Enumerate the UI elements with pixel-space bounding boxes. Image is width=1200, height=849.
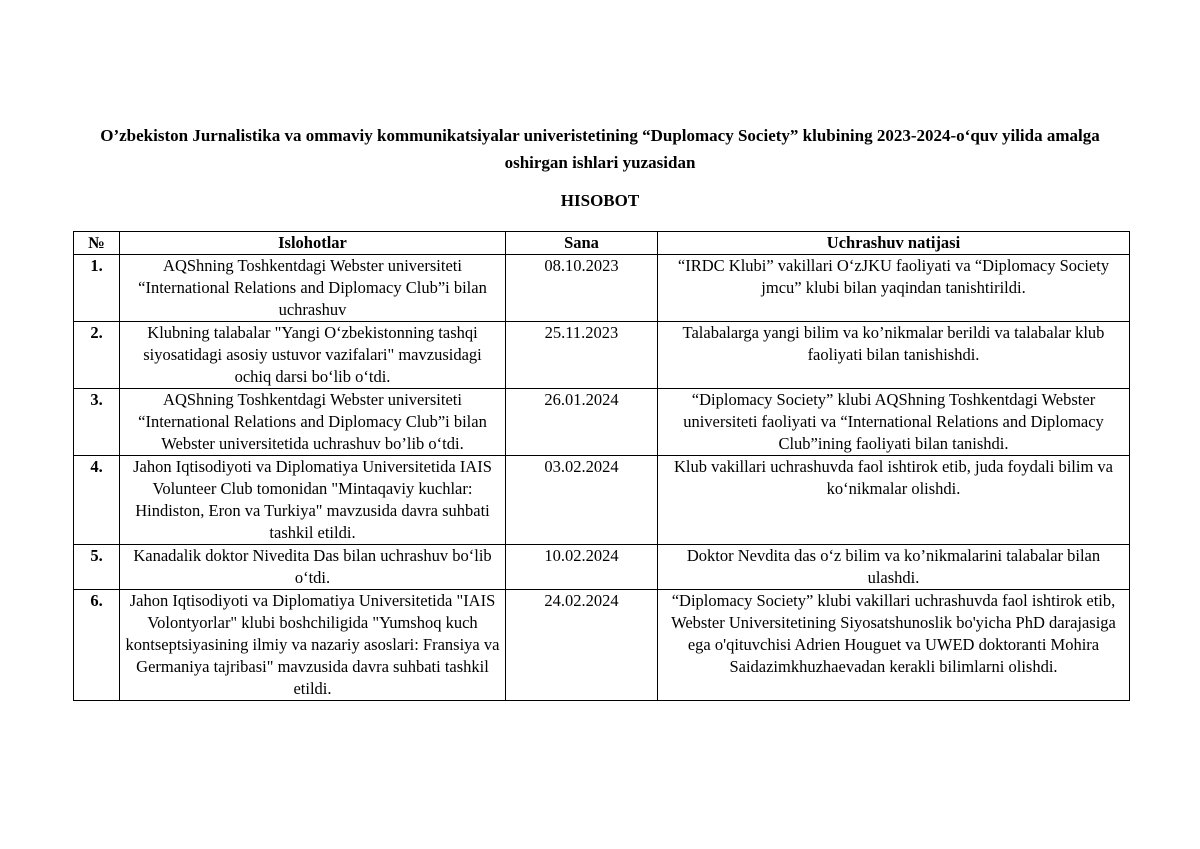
table-header-row (74, 232, 1130, 255)
row-date: 25.11.2023 (506, 322, 658, 389)
table-row (74, 590, 1130, 701)
row-date: 08.10.2023 (506, 255, 658, 322)
row-reform: Kanadalik doktor Nivedita Das bilan uchrashuv bo‘lib o‘tdi. (120, 545, 506, 590)
row-date: 26.01.2024 (506, 389, 658, 456)
row-result: Talabalarga yangi bilim va ko’nikmalar berildi va talabalar klub faoliyati bilan tanishishdi. (658, 322, 1130, 389)
row-number: 1. (74, 255, 120, 322)
row-number: 2. (74, 322, 120, 389)
report-table (73, 231, 1130, 701)
column-header-reforms: Islohotlar (120, 232, 506, 255)
row-reform: Klubning talabalar "Yangi O‘zbekistonning tashqi siyosatidagi asosiy ustuvor vazifalari" mavzusidagi ochiq darsi bo‘lib o‘tdi. (120, 322, 506, 389)
column-header-date: Sana (506, 232, 658, 255)
row-reform: AQShning Toshkentdagi Webster universiteti “International Relations and Diplomacy Club”i bilan Webster universitetida uchrashuv bo’lib o‘tdi. (120, 389, 506, 456)
column-header-result: Uchrashuv natijasi (658, 232, 1130, 255)
table-row (74, 255, 1130, 322)
row-number: 3. (74, 389, 120, 456)
table-row (74, 389, 1130, 456)
row-result: “Diplomacy Society” klubi vakillari uchrashuvda faol ishtirok etib, Webster Universitetining Siyosatshunoslik bo'yicha PhD darajasiga ega o'qituvchisi Adrien Houguet va UWED doktoranti Mohira Saidazimkhuzhaevadan kerakli bilimlarni olishdi. (658, 590, 1130, 701)
row-number: 4. (74, 456, 120, 545)
row-result: “Diplomacy Society” klubi AQShning Toshkentdagi Webster universiteti faoliyati va “International Relations and Diplomacy Club”ining faoliyati bilan tanishdi. (658, 389, 1130, 456)
row-number: 6. (74, 590, 120, 701)
table-row (74, 545, 1130, 590)
row-date: 24.02.2024 (506, 590, 658, 701)
row-number: 5. (74, 545, 120, 590)
document-subtitle: HISOBOT (560, 191, 640, 210)
row-reform: Jahon Iqtisodiyoti va Diplomatiya Universitetida "IAIS Volontyorlar" klubi boshchiligida "Yumshoq kuch kontseptsiyasining ilmiy va nazariy asoslari: Fransiya va Germaniya tajribasi" mavzusida davra suhbati tashkil etildi. (120, 590, 506, 701)
row-reform: Jahon Iqtisodiyoti va Diplomatiya Universitetida IAIS Volunteer Club tomonidan "Mintaqaviy kuchlar: Hindiston, Eron va Turkiya" mavzusida davra suhbati tashkil etildi. (120, 456, 506, 545)
row-result: “IRDC Klubi” vakillari O‘zJKU faoliyati va “Diplomacy Society jmcu” klubi bilan yaqindan tanishtirildi. (658, 255, 1130, 322)
table-row (74, 456, 1130, 545)
row-date: 10.02.2024 (506, 545, 658, 590)
row-reform: AQShning Toshkentdagi Webster universiteti “International Relations and Diplomacy Club”i bilan uchrashuv (120, 255, 506, 322)
row-result: Klub vakillari uchrashuvda faol ishtirok etib, juda foydali bilim va ko‘nikmalar olishdi. (658, 456, 1130, 545)
column-header-number: № (74, 232, 120, 255)
row-date: 03.02.2024 (506, 456, 658, 545)
document-title: O’zbekiston Jurnalistika va ommaviy kommunikatsiyalar univeristetining “Duplomacy Society” klubining 2023-2024-o‘quv yilida amalga oshirgan ishlari yuzasidan (100, 126, 1100, 172)
table-row (74, 322, 1130, 389)
row-result: Doktor Nevdita das o‘z bilim va ko’nikmalarini talabalar bilan ulashdi. (658, 545, 1130, 590)
